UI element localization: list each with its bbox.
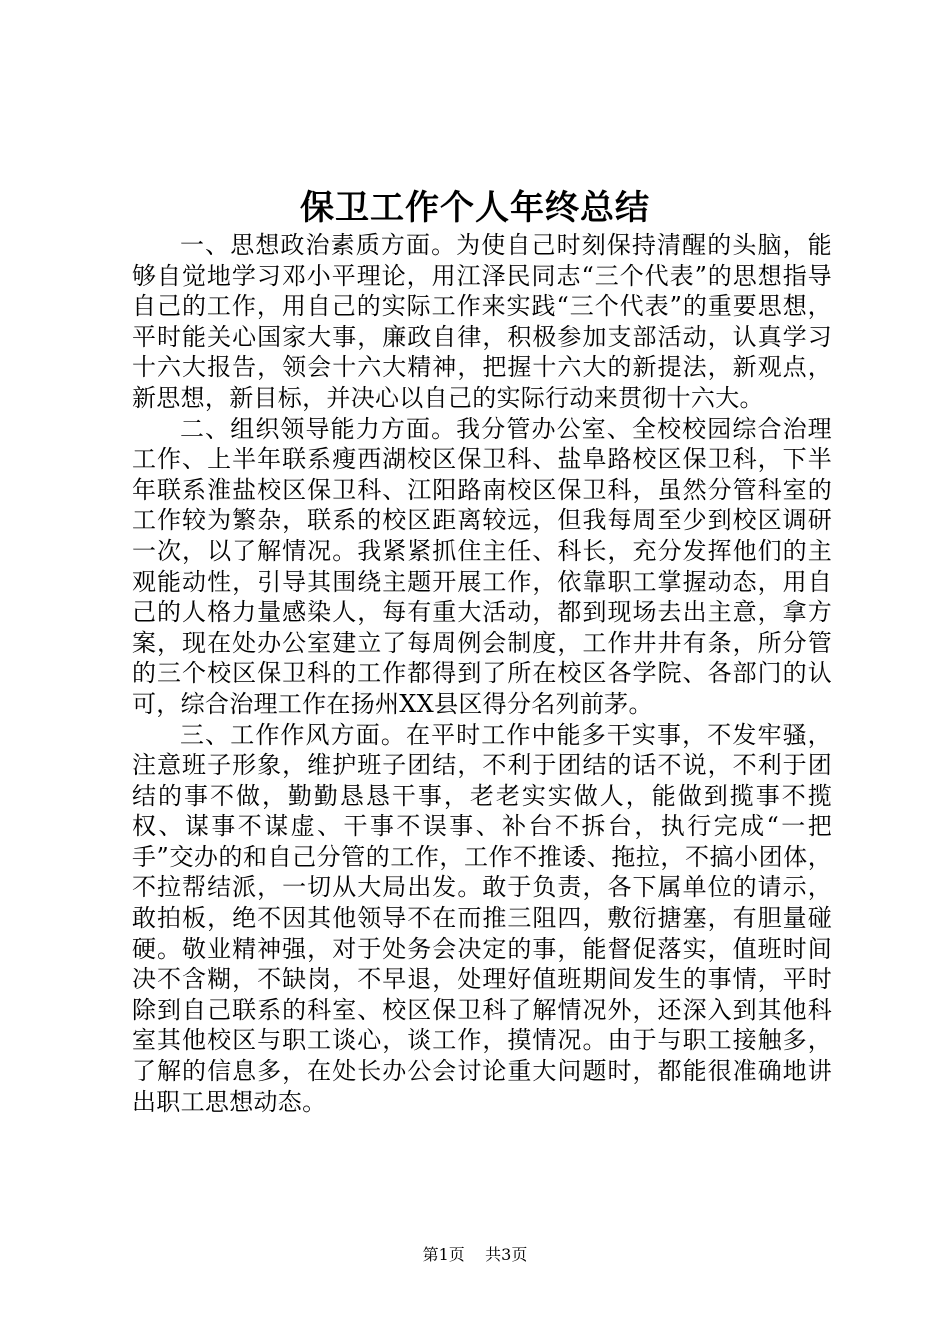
document-title: 保卫工作个人年终总结: [300, 188, 650, 228]
document-body: [132, 230, 832, 1117]
page-footer: [0, 1244, 950, 1266]
paragraph-ideology: 一、思想政治素质方面。为使自己时刻保持清醒的头脑，能够自觉地学习邓小平理论，用江泽民同志“三个代表”的思想指导自己的工作，用自己的实际工作来实践“三个代表”的重要思想，平时能关心国家大事，廉政自律，积极参加支部活动，认真学习十六大报告，领会十六大精神，把握十六大的新提法，新观点，新思想，新目标，并决心以自己的实际行动来贯彻十六大。: [132, 231, 832, 412]
footer-spacer: [470, 1245, 480, 1264]
page-total: 共3页: [485, 1245, 528, 1264]
paragraph-work-style: 三、工作作风方面。在平时工作中能多干实事，不发牢骚，注意班子形象，维护班子团结，不利于团结的话不说，不利于团结的事不做，勤勤恳恳干事，老老实实做人，能做到揽事不揽权、谋事不谋虚、干事不误事、补台不拆台，执行完成“一把手”交办的和自己分管的工作，工作不推诿、拖拉，不搞小团体，不拉帮结派，一切从大局出发。敢于负责，各下属单位的请示，敢拍板，绝不因其他领导不在而推三阻四，敷衍搪塞，有胆量碰硬。敬业精神强，对于处务会决定的事，能督促落实，值班时间决不含糊，不缺岗，不早退，处理好值班期间发生的事情，平时除到自己联系的科室、校区保卫科了解情况外，还深入到其他科室其他校区与职工谈心，谈工作，摸情况。由于与职工接触多，了解的信息多，在处长办公会讨论重大问题时，都能很准确地讲出职工思想动态。: [132, 720, 832, 1116]
page-number: 第1页: [422, 1245, 465, 1264]
paragraph-leadership: 二、组织领导能力方面。我分管办公室、全校校园综合治理工作、上半年联系瘦西湖校区保卫科、盐阜路校区保卫科，下半年联系淮盐校区保卫科、江阳路南校区保卫科，虽然分管科室的工作较为繁杂，联系的校区距离较远，但我每周至少到校区调研一次，以了解情况。我紧紧抓住主任、科长，充分发挥他们的主观能动性，引导其围绕主题开展工作，依靠职工掌握动态，用自己的人格力量感染人，每有重大活动，都到现场去出主意，拿方案，现在处办公室建立了每周例会制度，工作井井有条，所分管的三个校区保卫科的工作都得到了所在校区各学院、各部门的认可，综合治理工作在扬州XX县区得分名列前茅。: [132, 414, 832, 718]
